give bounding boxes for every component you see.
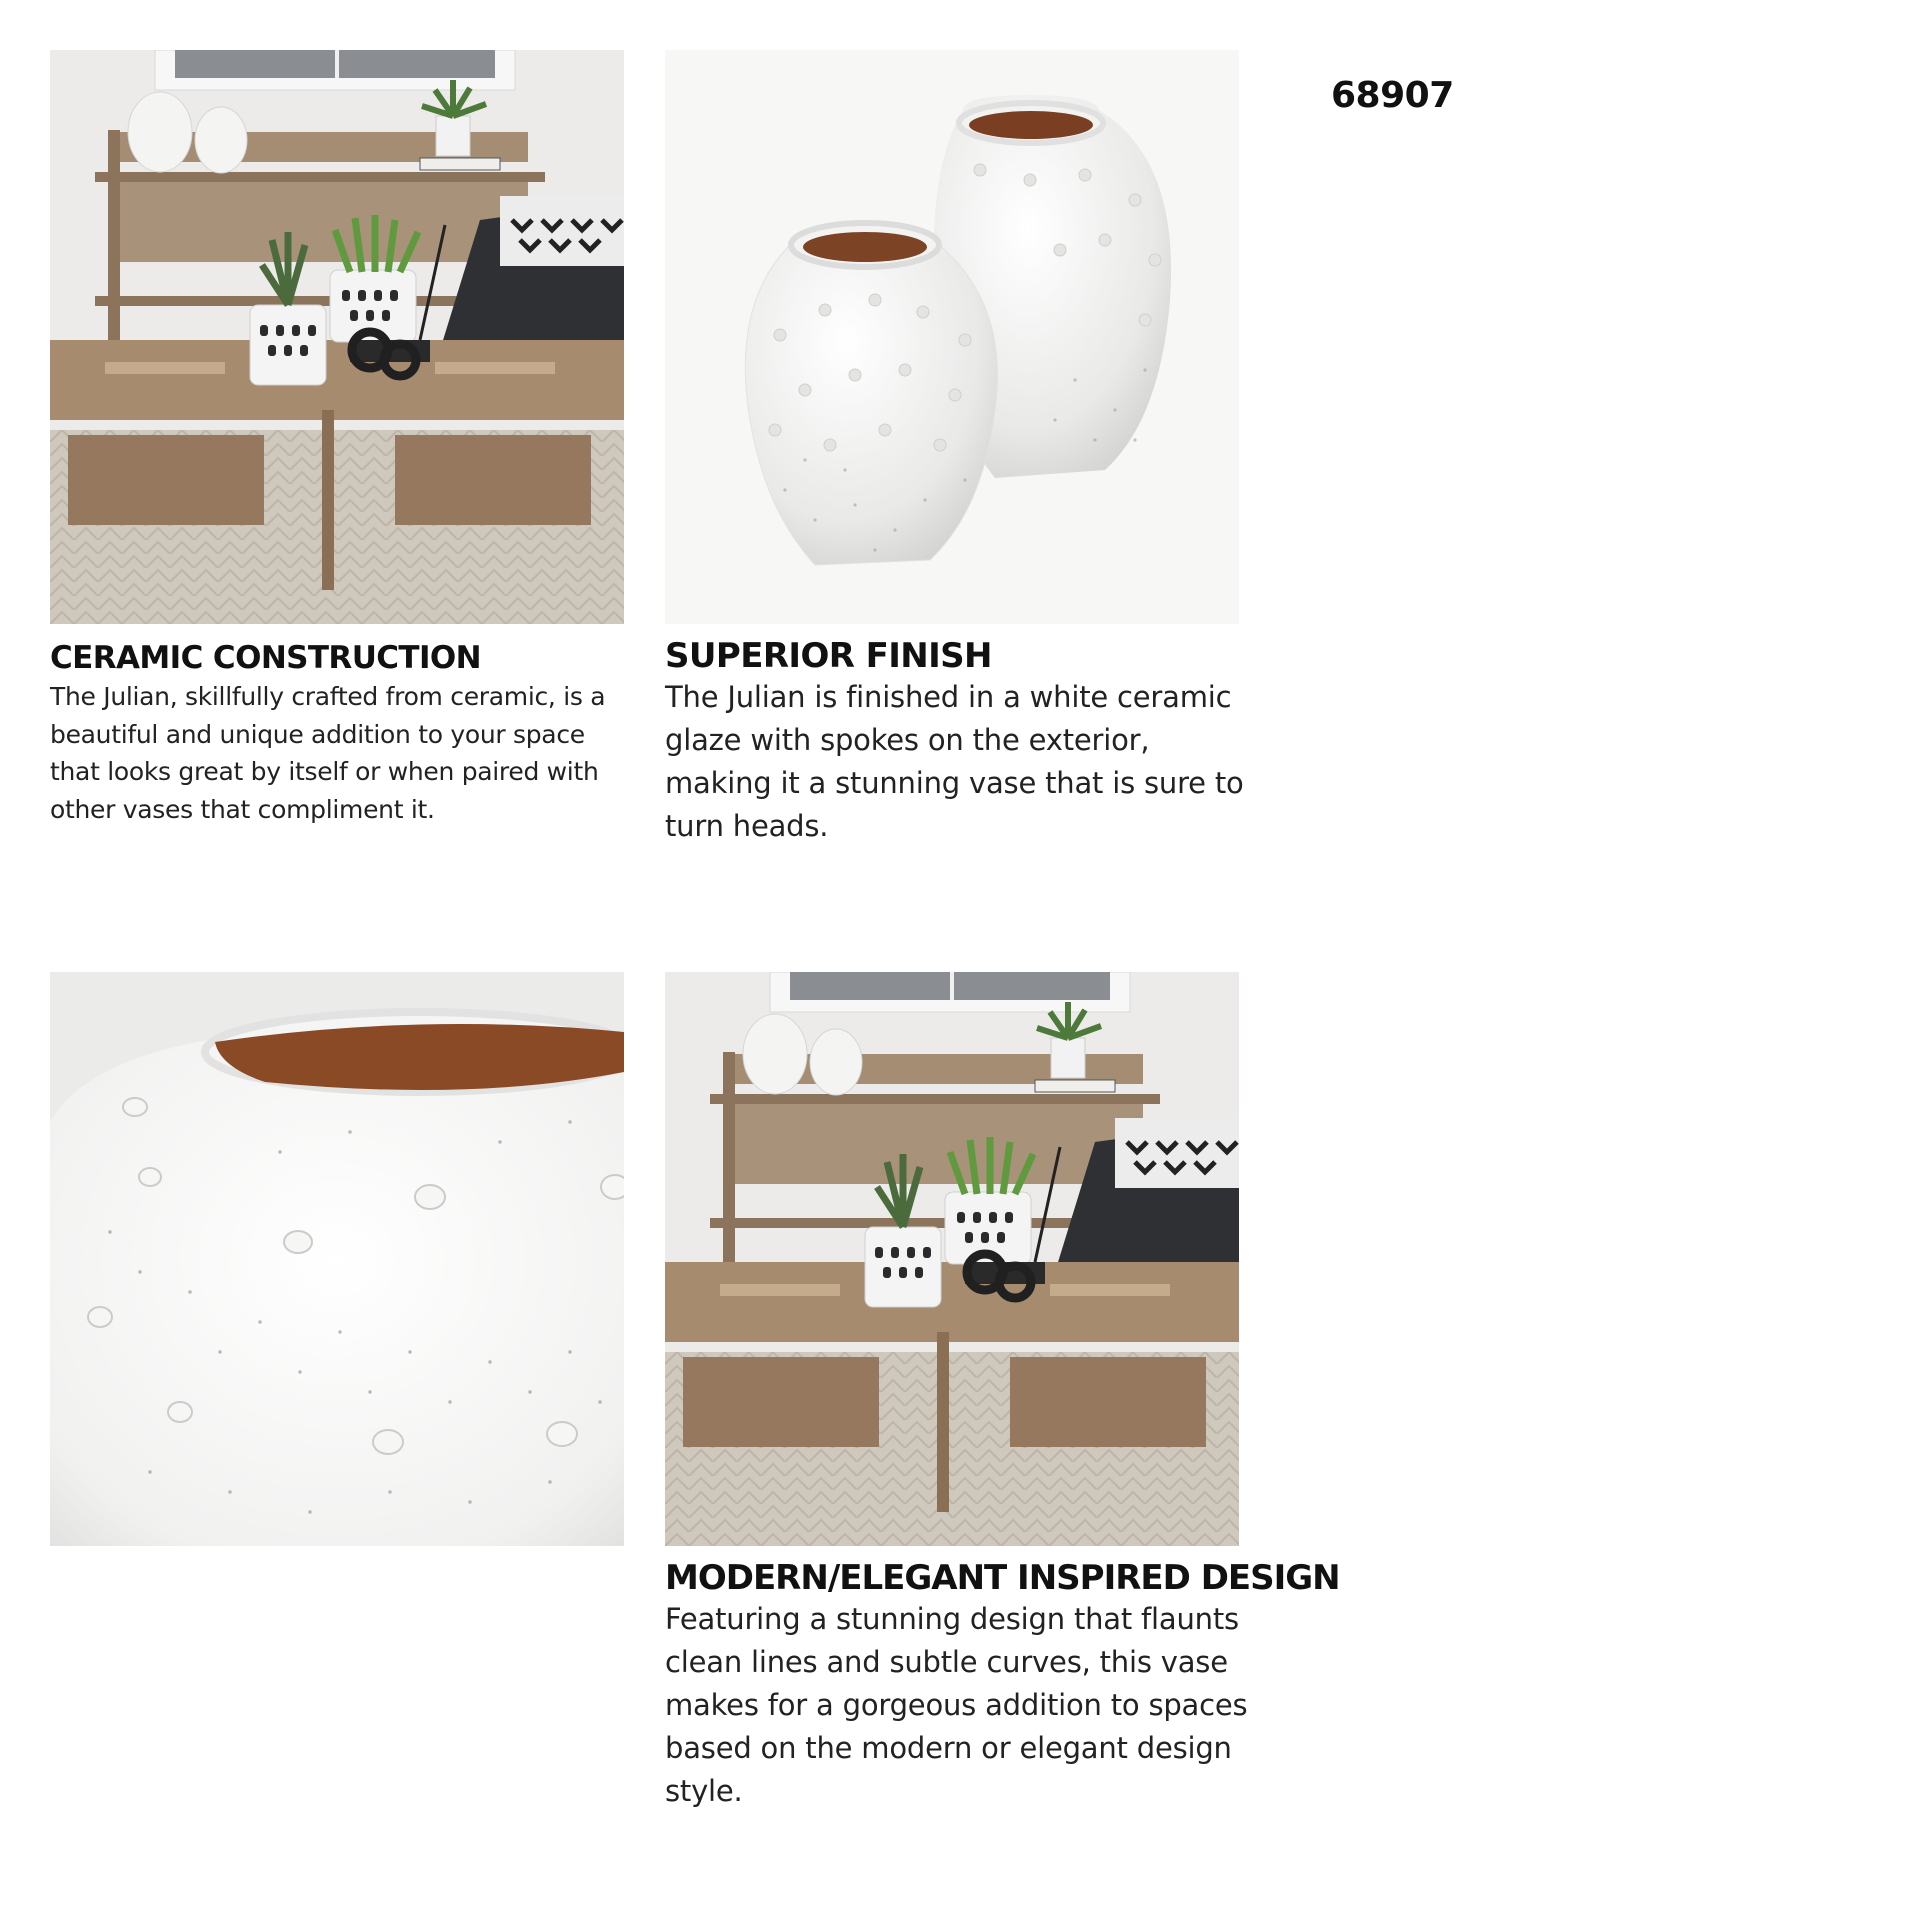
section-body-modern-elegant-design: Featuring a stunning design that flaunts clean lines and subtle curves, this vase makes for a gorgeous addition to spaces based on the modern or elegant design style. bbox=[665, 1602, 1248, 1808]
two-vases-photo bbox=[665, 50, 1239, 624]
section-title-modern-elegant-design: MODERN/ELEGANT INSPIRED DESIGN bbox=[665, 1558, 1340, 1598]
vase-closeup-photo bbox=[50, 972, 624, 1546]
section-title-ceramic-construction: CERAMIC CONSTRUCTION bbox=[50, 640, 482, 676]
section-body-superior-finish: The Julian is finished in a white ceramic glaze with spokes on the exterior, making it a stunning vase that is sure to turn heads. bbox=[665, 680, 1244, 843]
section-body-ceramic-construction: The Julian, skillfully crafted from ceramic, is a beautiful and unique addition to your space that looks great by itself or when paired with other vases that compliment it. bbox=[50, 682, 606, 824]
room-scene-photo-2 bbox=[665, 972, 1239, 1546]
section-title-superior-finish: SUPERIOR FINISH bbox=[665, 636, 992, 676]
room-scene-photo bbox=[50, 50, 624, 624]
product-sku: 68907 bbox=[1331, 75, 1454, 116]
